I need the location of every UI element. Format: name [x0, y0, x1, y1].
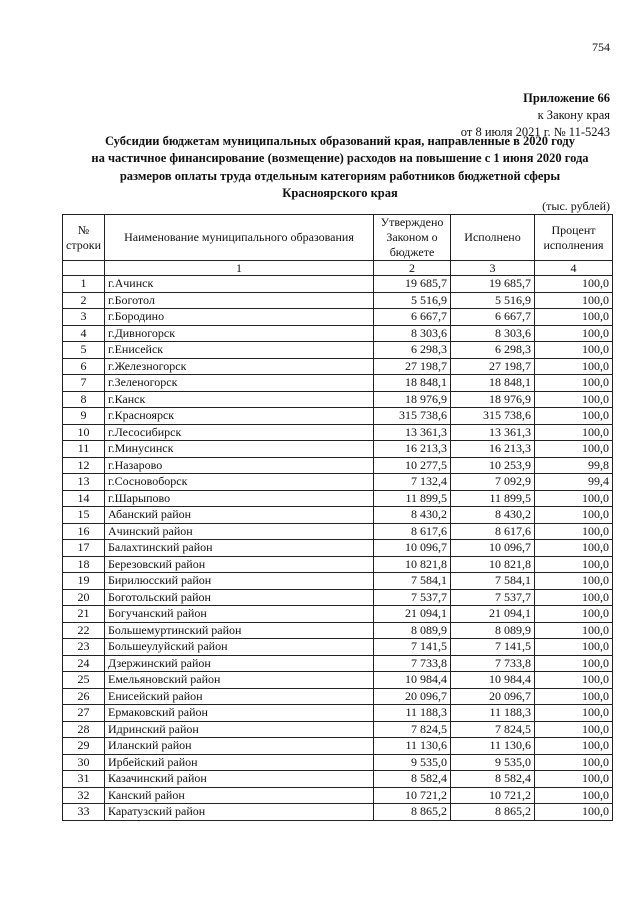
- row-number: 13: [63, 474, 105, 491]
- municipality-name: г.Канск: [105, 391, 374, 408]
- municipality-name: г.Красноярск: [105, 408, 374, 425]
- table-row: [63, 276, 613, 293]
- row-number: 9: [63, 408, 105, 425]
- table-row: [63, 358, 613, 375]
- municipality-name: Большемуртинский район: [105, 622, 374, 639]
- table-row: [63, 738, 613, 755]
- execution-percent: 99,8: [535, 457, 613, 474]
- table-row: [63, 622, 613, 639]
- table-row: [63, 672, 613, 689]
- execution-percent: 100,0: [535, 408, 613, 425]
- execution-percent: 100,0: [535, 325, 613, 342]
- execution-percent: 100,0: [535, 375, 613, 392]
- index-cell: 3: [451, 261, 535, 276]
- municipality-name: Богучанский район: [105, 606, 374, 623]
- table-row: [63, 424, 613, 441]
- appendix-line: от 8 июля 2021 г. № 11-5243: [460, 125, 610, 139]
- execution-percent: 100,0: [535, 754, 613, 771]
- approved-amount: 18 848,1: [374, 375, 451, 392]
- execution-percent: 100,0: [535, 589, 613, 606]
- approved-amount: 18 976,9: [374, 391, 451, 408]
- municipality-name: Енисейский район: [105, 688, 374, 705]
- executed-amount: 10 096,7: [451, 540, 535, 557]
- executed-amount: 10 253,9: [451, 457, 535, 474]
- municipality-name: г.Железногорск: [105, 358, 374, 375]
- municipality-name: г.Бородино: [105, 309, 374, 326]
- table-row: [63, 804, 613, 821]
- table-body: [63, 276, 613, 821]
- approved-amount: 11 188,3: [374, 705, 451, 722]
- row-number: 2: [63, 292, 105, 309]
- table-row: [63, 523, 613, 540]
- row-number: 29: [63, 738, 105, 755]
- municipality-name: г.Шарыпово: [105, 490, 374, 507]
- executed-amount: 27 198,7: [451, 358, 535, 375]
- executed-amount: 6 298,3: [451, 342, 535, 359]
- approved-amount: 11 899,5: [374, 490, 451, 507]
- approved-amount: 10 277,5: [374, 457, 451, 474]
- row-number: 5: [63, 342, 105, 359]
- table-row: [63, 342, 613, 359]
- table-row: [63, 705, 613, 722]
- title-line: Красноярского края: [282, 185, 398, 200]
- municipality-name: Большеулуйский район: [105, 639, 374, 656]
- approved-amount: 8 430,2: [374, 507, 451, 524]
- table-row: [63, 589, 613, 606]
- executed-amount: 8 430,2: [451, 507, 535, 524]
- header-num: [63, 215, 105, 261]
- table-row: [63, 606, 613, 623]
- column-index-row: [63, 261, 613, 276]
- executed-amount: 11 130,6: [451, 738, 535, 755]
- execution-percent: 100,0: [535, 622, 613, 639]
- approved-amount: 10 984,4: [374, 672, 451, 689]
- approved-amount: 7 824,5: [374, 721, 451, 738]
- municipality-name: Боготольский район: [105, 589, 374, 606]
- executed-amount: 7 092,9: [451, 474, 535, 491]
- title-line: Субсидии бюджетам муниципальных образований края, направленные в 2020 году: [104, 134, 576, 148]
- approved-amount: 10 096,7: [374, 540, 451, 557]
- executed-amount: 7 824,5: [451, 721, 535, 738]
- execution-percent: 100,0: [535, 540, 613, 557]
- municipality-name: Казачинский район: [105, 771, 374, 788]
- executed-amount: 18 848,1: [451, 375, 535, 392]
- approved-amount: 8 582,4: [374, 771, 451, 788]
- approved-amount: 19 685,7: [374, 276, 451, 293]
- approved-amount: 315 738,6: [374, 408, 451, 425]
- table-row: [63, 754, 613, 771]
- execution-percent: 100,0: [535, 342, 613, 359]
- row-number: 14: [63, 490, 105, 507]
- header-percent: [535, 215, 613, 261]
- index-cell: 4: [535, 261, 613, 276]
- row-number: 7: [63, 375, 105, 392]
- municipality-name: г.Сосновоборск: [105, 474, 374, 491]
- approved-amount: 21 094,1: [374, 606, 451, 623]
- execution-percent: 100,0: [535, 655, 613, 672]
- table-row: [63, 309, 613, 326]
- execution-percent: 100,0: [535, 276, 613, 293]
- row-number: 32: [63, 787, 105, 804]
- execution-percent: 100,0: [535, 292, 613, 309]
- header-text: Процент: [551, 222, 596, 237]
- municipality-name: Емельяновский район: [105, 672, 374, 689]
- executed-amount: 315 738,6: [451, 408, 535, 425]
- municipality-name: Березовский район: [105, 556, 374, 573]
- approved-amount: 7 733,8: [374, 655, 451, 672]
- table-row: [63, 391, 613, 408]
- executed-amount: 10 721,2: [451, 787, 535, 804]
- table-row: [63, 573, 613, 590]
- municipality-name: Канский район: [105, 787, 374, 804]
- table-row: [63, 474, 613, 491]
- executed-amount: 7 141,5: [451, 639, 535, 656]
- row-number: 26: [63, 688, 105, 705]
- executed-amount: 7 584,1: [451, 573, 535, 590]
- executed-amount: 11 188,3: [451, 705, 535, 722]
- row-number: 17: [63, 540, 105, 557]
- municipality-name: Идринский район: [105, 721, 374, 738]
- executed-amount: 8 582,4: [451, 771, 535, 788]
- title-line: на частичное финансирование (возмещение) расходов на повышение с 1 июня 2020 года: [91, 151, 589, 166]
- table-row: [63, 721, 613, 738]
- index-cell: 1: [105, 261, 374, 276]
- approved-amount: 5 516,9: [374, 292, 451, 309]
- row-number: 21: [63, 606, 105, 623]
- municipality-name: Иланский район: [105, 738, 374, 755]
- table-header-row: [63, 215, 613, 261]
- municipality-name: Ачинский район: [105, 523, 374, 540]
- execution-percent: 100,0: [535, 358, 613, 375]
- execution-percent: 100,0: [535, 639, 613, 656]
- municipality-name: г.Лесосибирск: [105, 424, 374, 441]
- executed-amount: 8 865,2: [451, 804, 535, 821]
- row-number: 19: [63, 573, 105, 590]
- table-row: [63, 490, 613, 507]
- execution-percent: 100,0: [535, 490, 613, 507]
- index-cell: 2: [374, 261, 451, 276]
- table-row: [63, 441, 613, 458]
- approved-amount: 20 096,7: [374, 688, 451, 705]
- table-row: [63, 408, 613, 425]
- execution-percent: 100,0: [535, 391, 613, 408]
- execution-percent: 100,0: [535, 606, 613, 623]
- executed-amount: 19 685,7: [451, 276, 535, 293]
- header-executed: Исполнено: [451, 215, 535, 261]
- row-number: 16: [63, 523, 105, 540]
- executed-amount: 8 303,6: [451, 325, 535, 342]
- approved-amount: 8 617,6: [374, 523, 451, 540]
- approved-amount: 13 361,3: [374, 424, 451, 441]
- executed-amount: 8 617,6: [451, 523, 535, 540]
- municipality-name: г.Ачинск: [105, 276, 374, 293]
- row-number: 10: [63, 424, 105, 441]
- title-line: размеров оплаты труда отдельным категориям работников бюджетной сферы: [119, 168, 561, 183]
- table-row: [63, 556, 613, 573]
- row-number: 8: [63, 391, 105, 408]
- approved-amount: 11 130,6: [374, 738, 451, 755]
- municipality-name: г.Дивногорск: [105, 325, 374, 342]
- row-number: 1: [63, 276, 105, 293]
- row-number: 4: [63, 325, 105, 342]
- execution-percent: 100,0: [535, 573, 613, 590]
- municipality-name: Ермаковский район: [105, 705, 374, 722]
- row-number: 24: [63, 655, 105, 672]
- approved-amount: 8 303,6: [374, 325, 451, 342]
- approved-amount: 8 865,2: [374, 804, 451, 821]
- municipality-name: Ирбейский район: [105, 754, 374, 771]
- executed-amount: 18 976,9: [451, 391, 535, 408]
- header-approved: [374, 215, 451, 261]
- municipality-name: г.Боготол: [105, 292, 374, 309]
- page-number: 754: [592, 40, 610, 54]
- execution-percent: 100,0: [535, 804, 613, 821]
- table-row: [63, 540, 613, 557]
- table-row: [63, 375, 613, 392]
- approved-amount: 7 132,4: [374, 474, 451, 491]
- execution-percent: 100,0: [535, 672, 613, 689]
- approved-amount: 7 141,5: [374, 639, 451, 656]
- table-row: [63, 457, 613, 474]
- row-number: 27: [63, 705, 105, 722]
- executed-amount: 6 667,7: [451, 309, 535, 326]
- approved-amount: 7 537,7: [374, 589, 451, 606]
- municipality-name: г.Минусинск: [105, 441, 374, 458]
- execution-percent: 100,0: [535, 556, 613, 573]
- approved-amount: 6 667,7: [374, 309, 451, 326]
- row-number: 25: [63, 672, 105, 689]
- table-row: [63, 787, 613, 804]
- execution-percent: 100,0: [535, 721, 613, 738]
- executed-amount: 16 213,3: [451, 441, 535, 458]
- executed-amount: 8 089,9: [451, 622, 535, 639]
- row-number: 22: [63, 622, 105, 639]
- appendix-line: к Закону края: [537, 108, 610, 122]
- municipality-name: Абанский район: [105, 507, 374, 524]
- execution-percent: 100,0: [535, 705, 613, 722]
- approved-amount: 10 721,2: [374, 787, 451, 804]
- approved-amount: 7 584,1: [374, 573, 451, 590]
- execution-percent: 100,0: [535, 787, 613, 804]
- subsidies-table: [62, 214, 613, 821]
- table-row: [63, 655, 613, 672]
- header-name: Наименование муниципального образования: [105, 215, 374, 261]
- executed-amount: 11 899,5: [451, 490, 535, 507]
- executed-amount: 9 535,0: [451, 754, 535, 771]
- header-text: №: [77, 222, 90, 237]
- table-row: [63, 325, 613, 342]
- executed-amount: 13 361,3: [451, 424, 535, 441]
- execution-percent: 100,0: [535, 309, 613, 326]
- execution-percent: 100,0: [535, 441, 613, 458]
- executed-amount: 20 096,7: [451, 688, 535, 705]
- municipality-name: г.Зеленогорск: [105, 375, 374, 392]
- units-label: (тыс. рублей): [542, 199, 610, 213]
- row-number: 12: [63, 457, 105, 474]
- executed-amount: 7 733,8: [451, 655, 535, 672]
- execution-percent: 100,0: [535, 688, 613, 705]
- approved-amount: 10 821,8: [374, 556, 451, 573]
- table-row: [63, 292, 613, 309]
- row-number: 30: [63, 754, 105, 771]
- municipality-name: г.Назарово: [105, 457, 374, 474]
- execution-percent: 100,0: [535, 738, 613, 755]
- approved-amount: 9 535,0: [374, 754, 451, 771]
- row-number: 33: [63, 804, 105, 821]
- approved-amount: 6 298,3: [374, 342, 451, 359]
- table-row: [63, 507, 613, 524]
- executed-amount: 7 537,7: [451, 589, 535, 606]
- execution-percent: 99,4: [535, 474, 613, 491]
- document-title: [60, 133, 620, 202]
- municipality-name: Бирилюсский район: [105, 573, 374, 590]
- municipality-name: Балахтинский район: [105, 540, 374, 557]
- execution-percent: 100,0: [535, 424, 613, 441]
- row-number: 3: [63, 309, 105, 326]
- header-text: строки: [66, 237, 101, 252]
- executed-amount: 10 984,4: [451, 672, 535, 689]
- header-text: исполнения: [543, 237, 604, 252]
- appendix-title: Приложение 66: [523, 91, 610, 105]
- municipality-name: Каратузский район: [105, 804, 374, 821]
- municipality-name: Дзержинский район: [105, 655, 374, 672]
- table-row: [63, 639, 613, 656]
- approved-amount: 16 213,3: [374, 441, 451, 458]
- executed-amount: 21 094,1: [451, 606, 535, 623]
- row-number: 28: [63, 721, 105, 738]
- row-number: 15: [63, 507, 105, 524]
- row-number: 6: [63, 358, 105, 375]
- index-cell: [63, 261, 105, 276]
- approved-amount: 8 089,9: [374, 622, 451, 639]
- header-text: бюджете: [389, 245, 435, 259]
- table-row: [63, 688, 613, 705]
- row-number: 11: [63, 441, 105, 458]
- execution-percent: 100,0: [535, 523, 613, 540]
- row-number: 23: [63, 639, 105, 656]
- approved-amount: 27 198,7: [374, 358, 451, 375]
- table-row: [63, 771, 613, 788]
- row-number: 31: [63, 771, 105, 788]
- municipality-name: г.Енисейск: [105, 342, 374, 359]
- header-text: Законом о: [386, 230, 438, 244]
- header-text: Утверждено: [380, 215, 444, 229]
- row-number: 18: [63, 556, 105, 573]
- executed-amount: 5 516,9: [451, 292, 535, 309]
- execution-percent: 100,0: [535, 771, 613, 788]
- row-number: 20: [63, 589, 105, 606]
- executed-amount: 10 821,8: [451, 556, 535, 573]
- execution-percent: 100,0: [535, 507, 613, 524]
